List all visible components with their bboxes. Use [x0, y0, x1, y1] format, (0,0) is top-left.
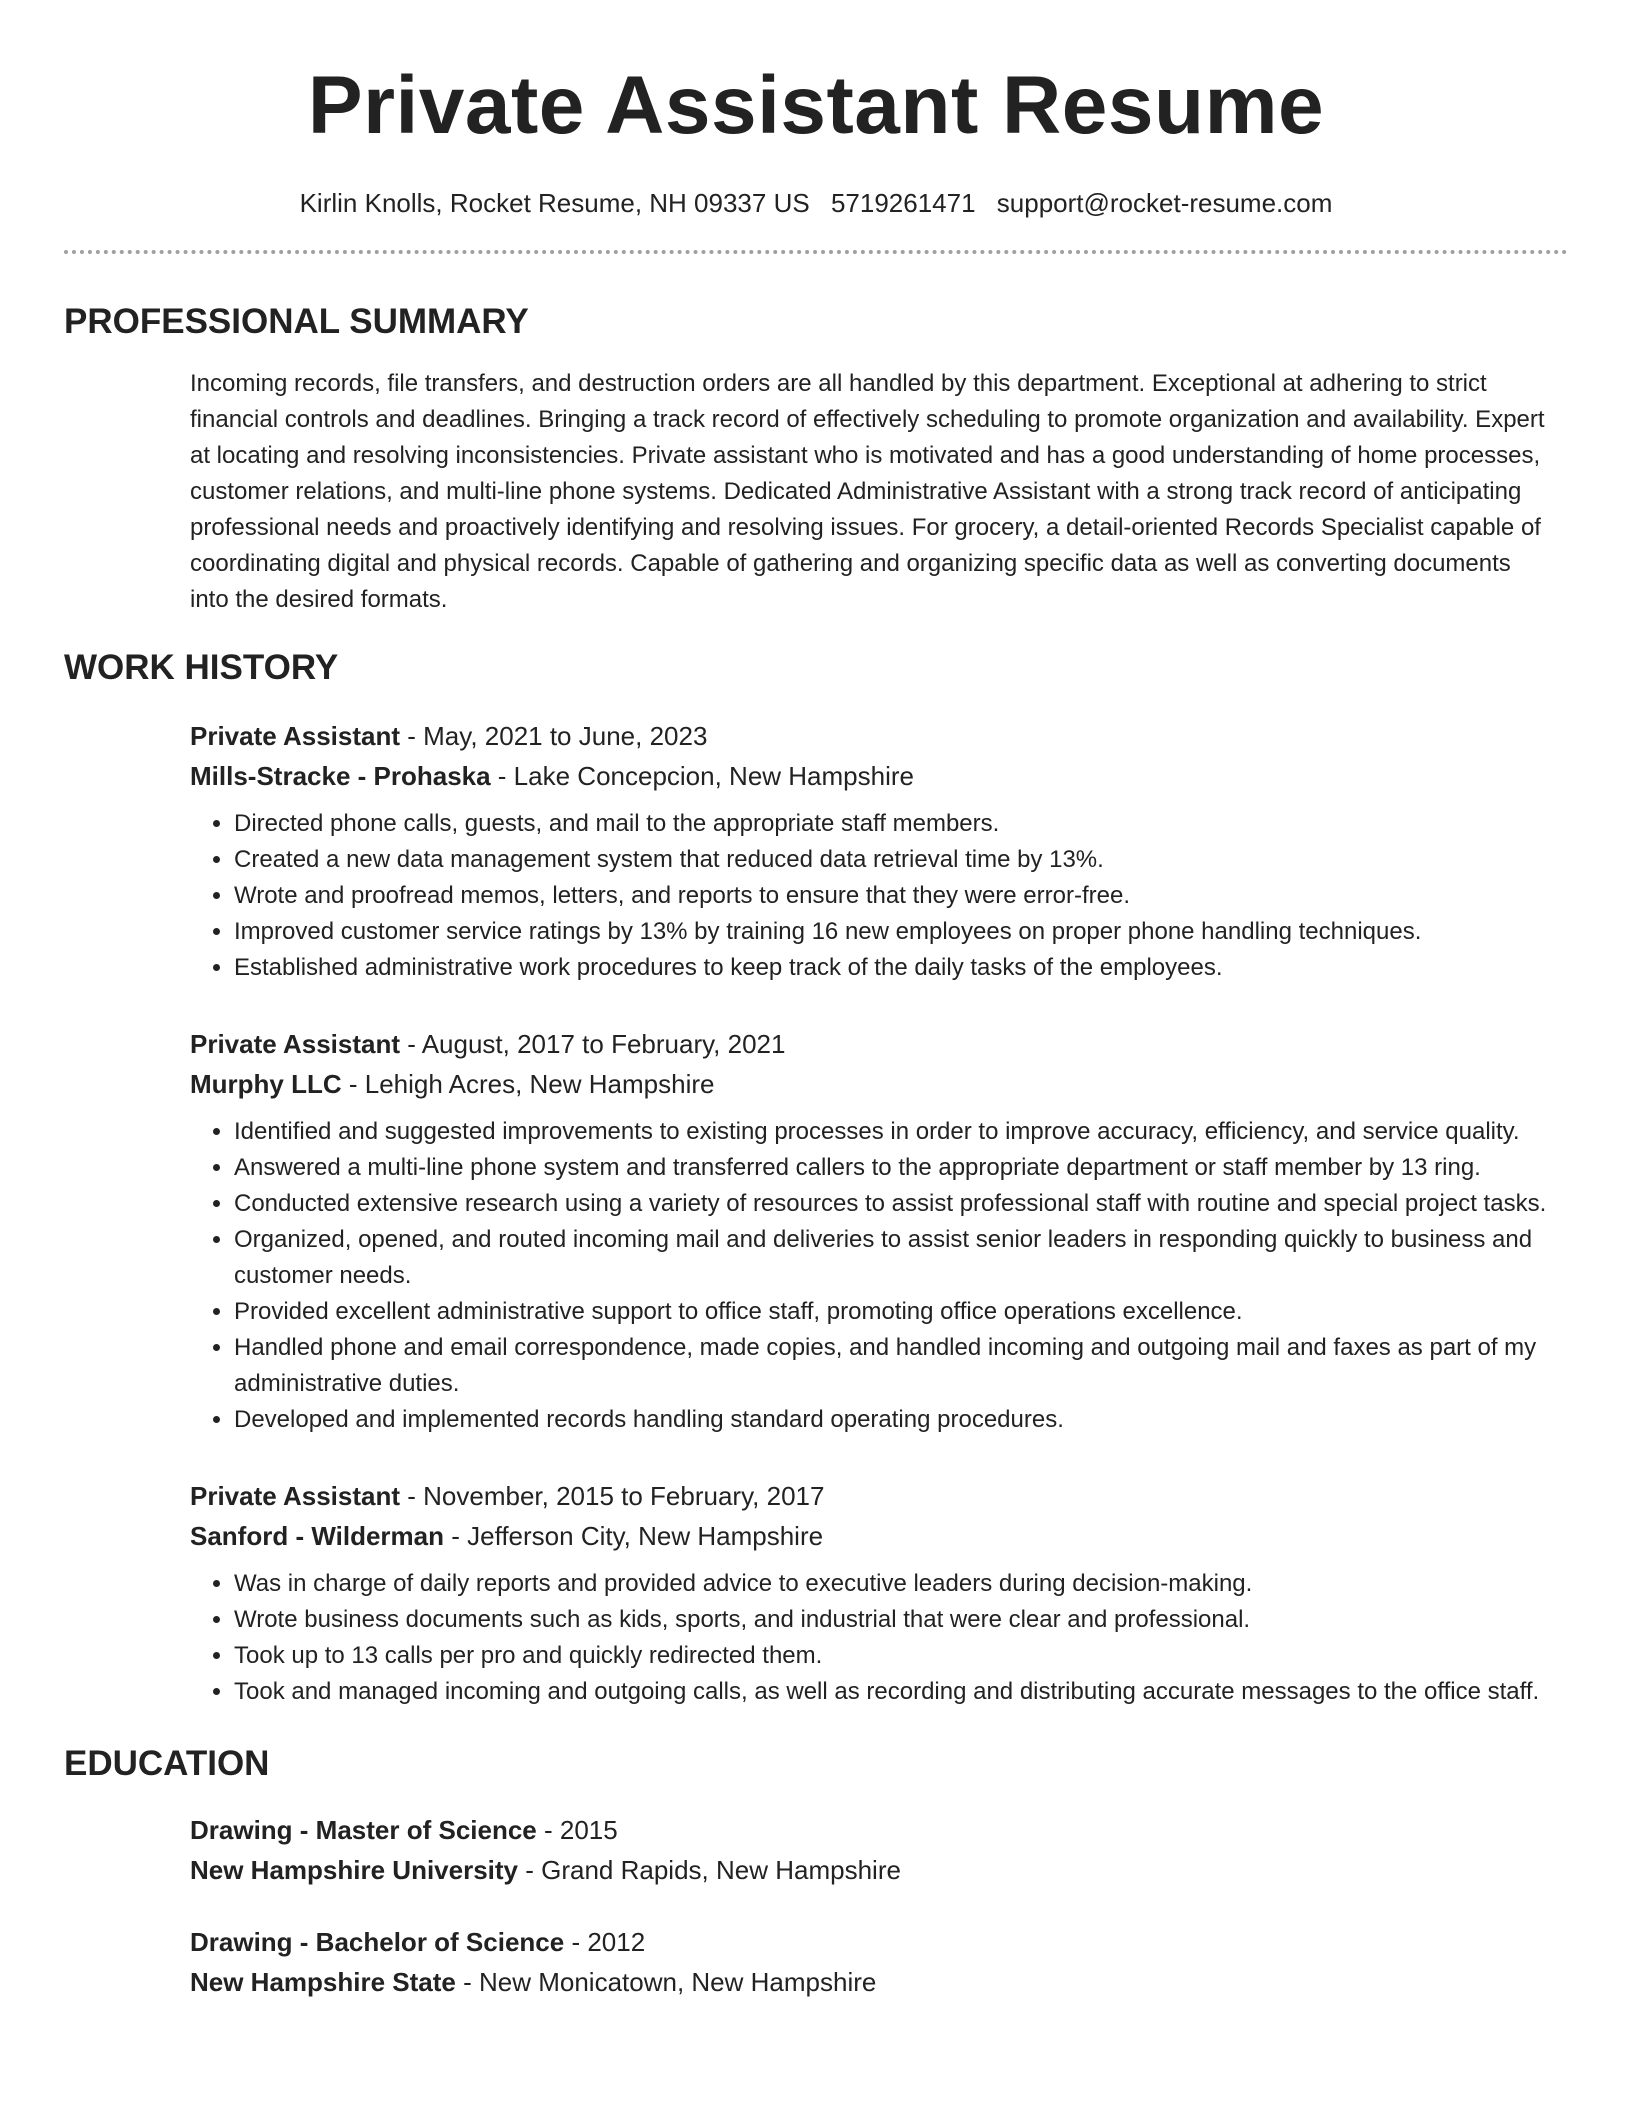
job-entry — [190, 1476, 1556, 1710]
job-bullet: • Wrote business documents such as kids, sports, and industrial that were clear and professional. — [234, 1602, 1556, 1638]
header-divider — [64, 250, 1568, 254]
job-dates: - May, 2021 to June, 2023 — [400, 721, 708, 751]
job-bullet: • Established administrative work procedures to keep track of the daily tasks of the employees. — [234, 950, 1556, 986]
education-heading: EDUCATION — [64, 1744, 270, 1783]
education-degree: Drawing - Master of Science — [190, 1815, 537, 1845]
contact-email: support@rocket-resume.com — [996, 188, 1333, 218]
education-entry — [190, 1922, 1556, 2002]
education-school-line — [190, 1962, 1556, 2002]
job-location: - Jefferson City, New Hampshire — [444, 1521, 824, 1551]
job-entry — [190, 1024, 1556, 1438]
job-location: - Lehigh Acres, New Hampshire — [341, 1069, 715, 1099]
job-bullet: • Improved customer service ratings by 13% by training 16 new employees on proper phone handling techniques. — [234, 914, 1556, 950]
education-location: - New Monicatown, New Hampshire — [455, 1967, 877, 1997]
job-bullet: • Created a new data management system that reduced data retrieval time by 13%. — [234, 842, 1556, 878]
contact-address: Kirlin Knolls, Rocket Resume, NH 09337 US — [299, 188, 810, 218]
job-title-line — [190, 1024, 1556, 1064]
contact-phone: 5719261471 — [830, 188, 976, 218]
job-bullets — [190, 806, 1556, 986]
job-bullet: • Took up to 13 calls per pro and quickly redirected them. — [234, 1638, 1556, 1674]
job-title: Private Assistant — [190, 721, 401, 751]
education-degree-line — [190, 1922, 1556, 1962]
education-entry — [190, 1810, 1556, 1890]
job-company: Sanford - Wilderman — [190, 1521, 445, 1551]
job-bullet: • Answered a multi-line phone system and transferred callers to the appropriate department or staff member by 13 ring. — [234, 1150, 1556, 1186]
education-school: New Hampshire University — [190, 1855, 519, 1885]
job-bullet: • Conducted extensive research using a variety of resources to assist professional staff with routine and special project tasks. — [234, 1186, 1556, 1222]
job-bullet: • Organized, opened, and routed incoming mail and deliveries to assist senior leaders in responding quickly to business and customer needs. — [234, 1222, 1556, 1294]
education-degree-line — [190, 1810, 1556, 1850]
job-title-line — [190, 1476, 1556, 1516]
summary-text: Incoming records, file transfers, and destruction orders are all handled by this department. Exceptional at adhering to strict financial controls and deadlines. Bringing a track record of effectively scheduling to promote organization and availability. Expert at locating and resolving inconsistencies. Private assistant who is motivated and has a good understanding of home processes, customer relations, and multi-line phone systems. Dedicated Administrative Assistant with a strong track record of anticipating professional needs and proactively identifying and resolving issues. For grocery, a detail-oriented Records Specialist capable of coordinating digital and physical records. Capable of gathering and organizing specific data as well as converting documents into the desired formats. — [190, 370, 1545, 613]
job-bullet: • Directed phone calls, guests, and mail to the appropriate staff members. — [234, 806, 1556, 842]
job-location: - Lake Concepcion, New Hampshire — [490, 761, 914, 791]
job-bullet: • Handled phone and email correspondence, made copies, and handled incoming and outgoing mail and faxes as part of my administrative duties. — [234, 1330, 1556, 1402]
education-school-line — [190, 1850, 1556, 1890]
job-bullet: • Provided excellent administrative support to office staff, promoting office operations excellence. — [234, 1294, 1556, 1330]
job-bullets — [190, 1114, 1556, 1438]
job-company-line — [190, 1064, 1556, 1104]
job-dates: - August, 2017 to February, 2021 — [400, 1029, 786, 1059]
summary-heading: PROFESSIONAL SUMMARY — [64, 302, 529, 341]
education-degree: Drawing - Bachelor of Science — [190, 1927, 565, 1957]
job-bullet: • Wrote and proofread memos, letters, and reports to ensure that they were error-free. — [234, 878, 1556, 914]
job-bullet: • Developed and implemented records handling standard operating procedures. — [234, 1402, 1556, 1438]
work-history-heading: WORK HISTORY — [64, 648, 339, 687]
job-company: Murphy LLC — [190, 1069, 342, 1099]
resume-title: Private Assistant Resume — [307, 60, 1325, 151]
job-title: Private Assistant — [190, 1029, 401, 1059]
job-company-line — [190, 756, 1556, 796]
education-year: - 2015 — [536, 1815, 618, 1845]
job-title: Private Assistant — [190, 1481, 401, 1511]
job-bullets — [190, 1566, 1556, 1710]
job-entry — [190, 716, 1556, 986]
job-bullet: • Was in charge of daily reports and provided advice to executive leaders during decision-making. — [234, 1566, 1556, 1602]
contact-line — [64, 188, 1568, 218]
job-company-line — [190, 1516, 1556, 1556]
job-bullet: • Took and managed incoming and outgoing calls, as well as recording and distributing accurate messages to the office staff. — [234, 1674, 1556, 1710]
job-dates: - November, 2015 to February, 2017 — [400, 1481, 825, 1511]
education-school: New Hampshire State — [190, 1967, 456, 1997]
job-title-line — [190, 716, 1556, 756]
job-company: Mills-Stracke - Prohaska — [190, 761, 491, 791]
job-bullet: • Identified and suggested improvements to existing processes in order to improve accuracy, efficiency, and service quality. — [234, 1114, 1556, 1150]
education-year: - 2012 — [564, 1927, 646, 1957]
education-location: - Grand Rapids, New Hampshire — [518, 1855, 901, 1885]
